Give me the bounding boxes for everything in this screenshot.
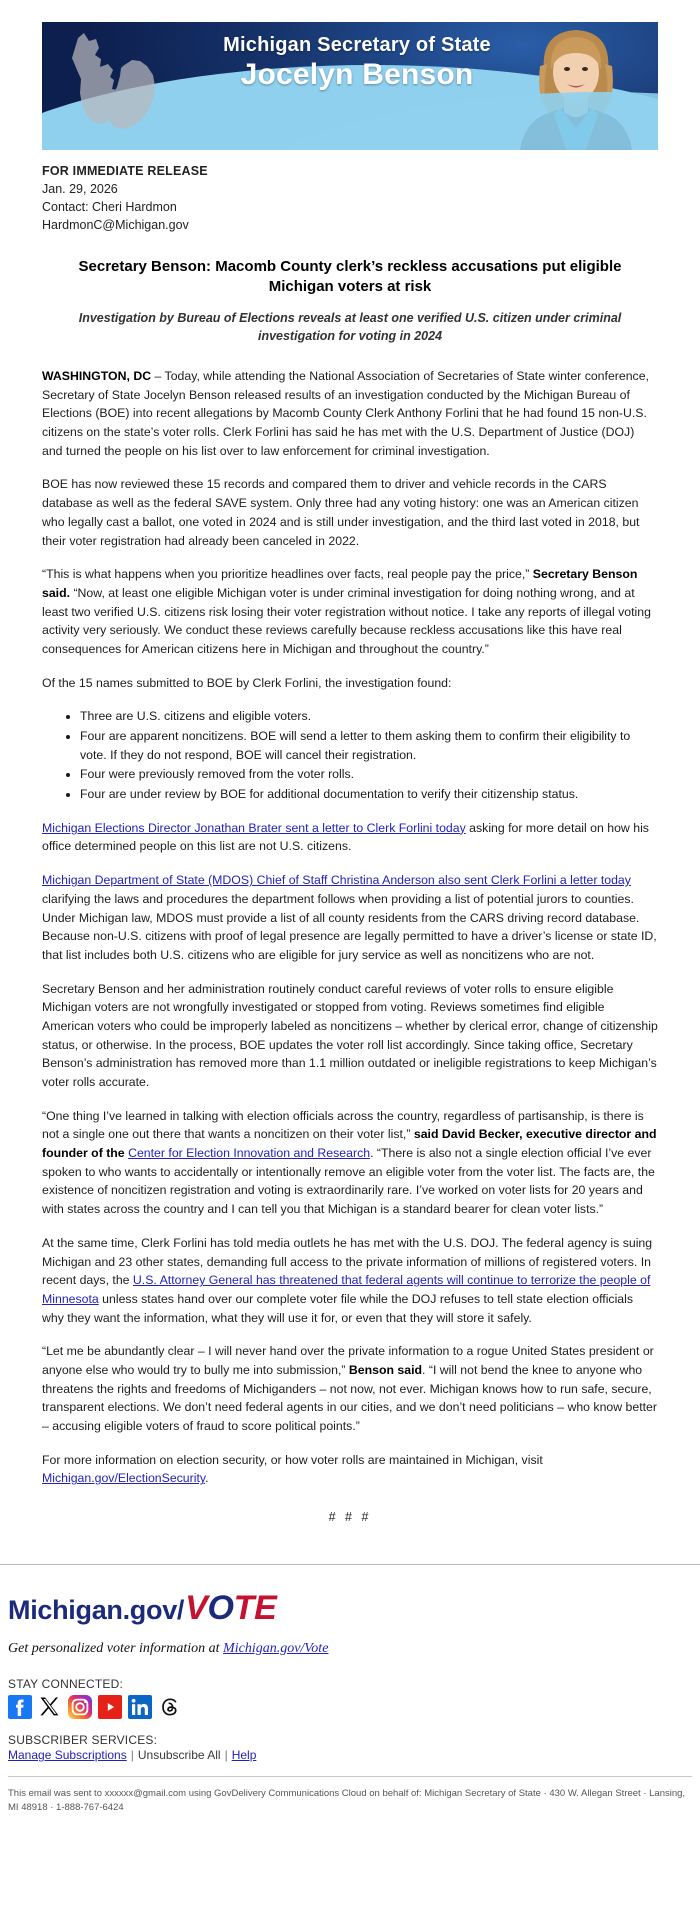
paragraph-7: Secretary Benson and her administration routinely conduct careful reviews of voter rolls to ensure eligible Michigan voters are not wrongfully investigated or stopped from voting. Reviews sometimes find eligible American voters who could be improperly labeled as noncitizens – whether by clerical error, change of citizenship status, or otherwise. In the process, BOE updates the voter roll list accordingly. Since taking office, Secretary Benson’s administration has removed more than 1.1 million outdated or ineligible registrations to keep Michigan’s voter rolls accurate. [42, 981, 658, 1089]
tagline-text: Get personalized voter information at [8, 1641, 224, 1657]
attorney-general-link[interactable]: U.S. Attorney General has threatened that federal agents will continue to terrorize the people of Minnesota [42, 1273, 651, 1306]
paragraph-1-text: – Today, while attending the National Association of Secretaries of State winter conference, Secretary of State Jocelyn Benson released results of an investigation conducted by the Michigan Bureau of Elections (BOE) into recent allegations by Macomb County Clerk Anthony Forlini that he had found 15 non-U.S. citizens on the state’s voter rolls. Clerk Forlini has said he has met with the U.S. Department of Justice (DOJ) and turned the people on his list over to law enforcement for criminal investigation. [42, 369, 649, 458]
paragraph-5 [42, 819, 658, 856]
attribution-benson: Secretary Benson said. [42, 567, 638, 600]
x-twitter-icon[interactable] [38, 1695, 62, 1719]
paragraph-11-text-b: . [205, 1471, 209, 1486]
paragraph-2: BOE has now reviewed these 15 records and compared them to driver and vehicle records in the CARS database as well as the federal SAVE system. Only three had any voting history: one was an American citizen who legally cast a ballot, one voted in 2024 and is still under investigation, and the third last voted in 2018, but their voter registration had already been canceled in 2022. [42, 477, 640, 548]
paragraph-9-text-b: unless states hand over our complete voter file while the DOJ refuses to tell state election officials why they want the information, what they will use it for, or even that they will store it safely. [42, 1291, 634, 1325]
legal-divider [8, 1776, 692, 1777]
dateline: WASHINGTON, DC [42, 369, 152, 383]
list-item: • Four are apparent noncitizens. BOE will send a letter to them asking them to confirm their eligibility to vote. If they do not respond, BOE will cancel their registration. [80, 727, 658, 764]
unsubscribe-all-link[interactable]: Unsubscribe All [137, 1748, 221, 1763]
paragraph-3 [42, 565, 658, 658]
banner-container [0, 0, 700, 150]
paragraph-10 [42, 1342, 658, 1435]
social-links [8, 1695, 692, 1719]
instagram-icon[interactable] [68, 1695, 92, 1719]
anderson-letter-link[interactable]: Michigan Department of State (MDOS) Chief of Staff Christina Anderson also sent Clerk Forlini a letter today [42, 873, 631, 888]
help-link[interactable]: Help [231, 1748, 257, 1763]
logo-letters-te: TE [233, 1589, 277, 1628]
logo-letter-v: V [185, 1589, 208, 1628]
link-separator-2: | [224, 1748, 228, 1763]
press-contact-email: HardmonC@Michigan.gov [42, 218, 189, 233]
election-security-link[interactable]: Michigan.gov/ElectionSecurity [42, 1471, 206, 1486]
page-subtitle: Investigation by Bureau of Elections reveals at least one verified U.S. citizen under criminal investigation for voting in 2024 [78, 311, 622, 343]
paragraph-1 [42, 367, 658, 460]
banner-line-2: Jocelyn Benson [240, 58, 474, 91]
page-title: Secretary Benson: Macomb County clerk’s reckless accusations put eligible Michigan voters at risk [78, 257, 622, 295]
quote-8c: . “There is also not a single election official I’ve ever spoken to who wants to accidentally or intentionally remove an eligible voter from the voter list. The facts are, the existence of noncitizen registration and voting is extraordinarily rare. I’ve worked on voter lists for 20 years and with states across the country and I can tell you that Michigan is a standard bearer for clean voter lists.” [42, 1146, 655, 1217]
quote-10a: “Let me be abundantly clear – I will never hand over the private information to a rogue United States president or anyone else who would try to bully me into submission,” [42, 1344, 654, 1377]
quote-8a: “One thing I’ve learned in talking with election officials across the country, regardless of partisanship, is there is not a single one out there that wants a noncitizen on their voter list,” [42, 1108, 644, 1142]
email-footer [0, 1591, 700, 1816]
attribution-becker: said David Becker, executive director and founder of the [42, 1127, 657, 1161]
brater-letter-link[interactable]: Michigan Elections Director Jonathan Brater sent a letter to Clerk Forlini today [42, 820, 466, 835]
paragraph-6 [42, 871, 658, 964]
release-meta [42, 162, 658, 235]
manage-subscriptions-link[interactable]: Manage Subscriptions [8, 1748, 127, 1763]
quote-10c: . “I will not bend the knee to anyone who threatens the rights and freedoms of Michiganders – not now, not ever. Michigan knows how to run safe, secure, transparent elections. We don’t need federal agents in our cities, and we don’t need politicians – who know better – accusing eligible voters of fraud to score political points.” [42, 1362, 657, 1433]
footer-tagline [8, 1641, 692, 1657]
link-separator-1: | [130, 1748, 134, 1763]
footer-divider [0, 1564, 700, 1565]
paragraph-6-text: clarifying the laws and procedures the department follows when providing a list of potential jurors to counties. Under Michigan law, MDOS must provide a list of all county residents from the CARS driving record database. Because non-U.S. citizens with proof of legal presence are legally permitted to have a driver’s license or state ID, that list includes both U.S. citizens who are eligible for jury service as well as noncitizens who are not. [42, 891, 657, 962]
findings-list [42, 707, 658, 803]
stay-connected-label: STAY CONNECTED: [8, 1677, 124, 1692]
release-content [0, 162, 700, 1524]
legal-disclaimer: This email was sent to xxxxxx@gmail.com using GovDelivery Communications Cloud on behalf of: Michigan Secretary of State · 430 W. Allegan Street · Lansing, MI 48918 · 1-888-767-6424 [8, 1788, 686, 1814]
paragraph-11 [42, 1451, 658, 1488]
facebook-icon[interactable] [8, 1695, 32, 1719]
michigan-gov-vote-link[interactable]: Michigan.gov/Vote [223, 1641, 329, 1657]
paragraph-11-text-a: For more information on election security, or how voter rolls are maintained in Michigan, visit [42, 1452, 543, 1467]
paragraph-9 [42, 1234, 658, 1327]
subscriber-services-label: SUBSCRIBER SERVICES: [8, 1733, 158, 1748]
list-item: • Four were previously removed from the voter rolls. [80, 765, 658, 784]
paragraph-4: Of the 15 names submitted to BOE by Clerk Forlini, the investigation found: [42, 675, 452, 690]
end-of-release-mark: # # # [328, 1510, 372, 1525]
release-body [42, 367, 658, 1524]
sos-masthead-banner [42, 22, 658, 150]
logo-prefix-text: Michigan.gov/ [8, 1595, 185, 1626]
banner-line-1: Michigan Secretary of State [223, 34, 491, 56]
threads-icon[interactable] [158, 1695, 182, 1719]
youtube-icon[interactable] [98, 1695, 122, 1719]
release-date: Jan. 29, 2026 [42, 182, 118, 197]
ceir-link[interactable]: Center for Election Innovation and Research [128, 1146, 371, 1161]
list-item: • Three are U.S. citizens and eligible voters. [80, 707, 658, 726]
banner-title-block [192, 34, 522, 91]
paragraph-8 [42, 1107, 658, 1219]
paragraph-5-text: asking for more detail on how his office determined people on this list are not U.S. citizens. [42, 820, 649, 854]
paragraph-9-text-a: At the same time, Clerk Forlini has told media outlets he has met with the U.S. DOJ. The federal agency is suing Michigan and 23 other states, demanding full access to the private information of millions of registered voters. In recent days, the [42, 1235, 653, 1288]
press-contact: Contact: Cheri Hardmon [42, 200, 177, 215]
quote-3a: “This is what happens when you prioritize headlines over facts, real people pay the price,” [42, 567, 533, 582]
logo-letter-o: O [207, 1589, 234, 1628]
subscriber-links [8, 1748, 692, 1762]
attribution-benson-2: Benson said [348, 1362, 423, 1377]
quote-3c: “Now, at least one eligible Michigan voter is under criminal investigation for doing nothing wrong, and at least two verified U.S. citizens risk losing their voter registration without notice. I take any reports of illegal voting activity very seriously. We conduct these reviews carefully because reckless accusations like this have real consequences for American citizens here in Michigan and throughout the country.” [42, 585, 651, 656]
michigan-state-outline-icon [60, 28, 180, 150]
linkedin-icon[interactable] [128, 1695, 152, 1719]
michigan-gov-vote-logo[interactable] [8, 1589, 692, 1628]
for-immediate-release-label: FOR IMMEDIATE RELEASE [42, 164, 208, 178]
list-item: • Four are under review by BOE for additional documentation to verify their citizenship status. [80, 785, 658, 804]
